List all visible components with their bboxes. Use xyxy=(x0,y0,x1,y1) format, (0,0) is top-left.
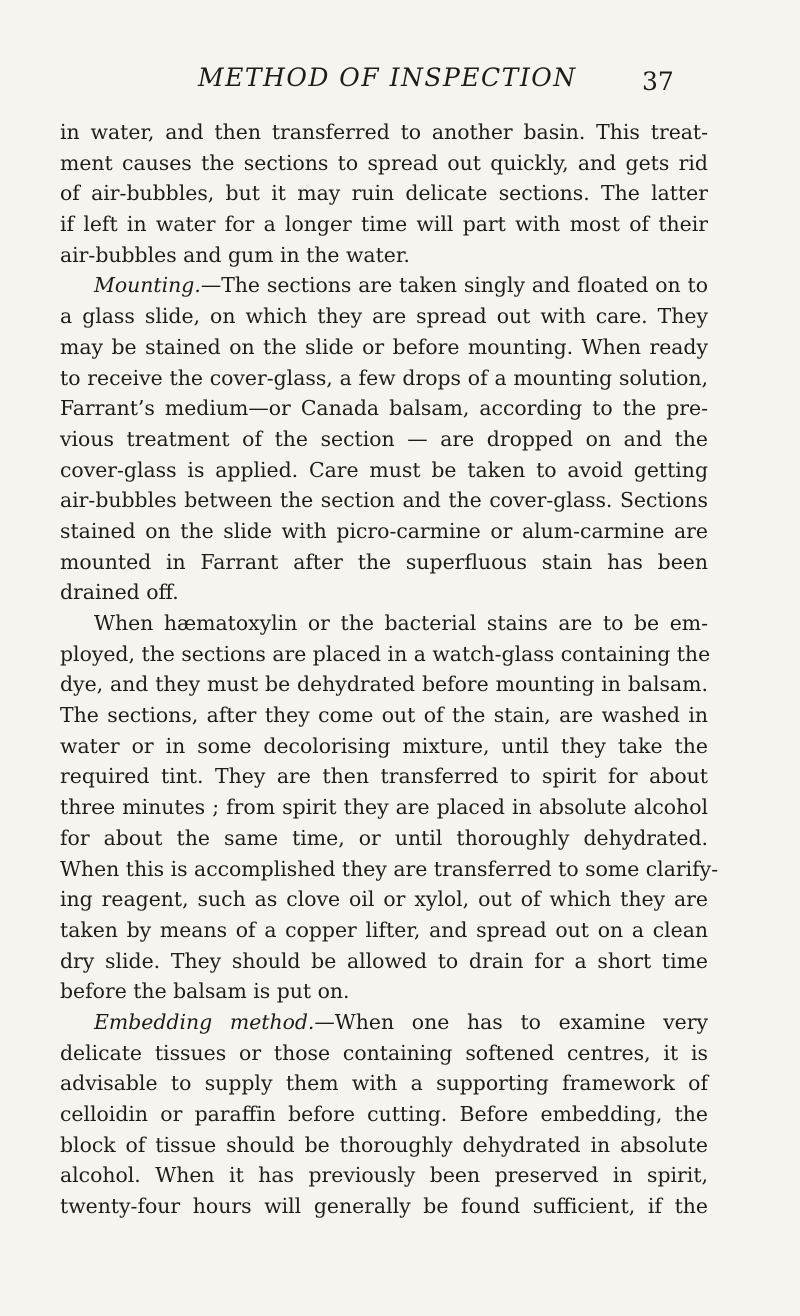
text-line xyxy=(60,1068,708,1099)
text-line-content: air-bubbles and gum in the water. xyxy=(60,242,410,267)
text-line-content: advisable to supply them with a supporting framework of xyxy=(60,1071,708,1096)
text-line xyxy=(60,946,708,977)
text-line-content: When hæmatoxylin or the bacterial stains are to be em- xyxy=(94,611,708,635)
text-line xyxy=(60,976,708,1007)
text-line-content: ployed, the sections are placed in a watch-glass containing the xyxy=(60,641,711,666)
text-line-content: three minutes ; from spirit they are placed in absolute alcohol xyxy=(60,795,708,820)
text-line-content: of air-bubbles, but it may ruin delicate sections. The latter xyxy=(60,181,708,206)
text-line-content: dye, and they must be dehydrated before mounting in balsam. xyxy=(60,672,708,697)
text-line-content: for about the same time, or until thoroughly dehydrated. xyxy=(60,825,708,850)
text-line xyxy=(60,485,708,516)
text-line-content: in water, and then transferred to another basin. This treat- xyxy=(60,120,708,144)
text-line xyxy=(60,516,708,547)
text-line xyxy=(60,547,708,578)
text-line-content: —When one has to examine very xyxy=(314,1009,708,1034)
text-line xyxy=(60,1099,708,1130)
text-line-content: Farrant’s medium—or Canada balsam, according to the pre- xyxy=(60,396,708,421)
text-line xyxy=(60,1191,708,1222)
text-line xyxy=(60,117,708,148)
text-line-content: alcohol. When it has previously been preserved in spirit, xyxy=(60,1163,708,1188)
text-line xyxy=(60,209,708,240)
text-line-content: cover-glass is applied. Care must be taken to avoid getting xyxy=(60,457,708,482)
text-line-content: dry slide. They should be allowed to drain for a short time xyxy=(60,948,708,973)
text-line-content: celloidin or paraffin before cutting. Before embedding, the xyxy=(60,1102,708,1126)
text-line-content: vious treatment of the section — are dropped on and the xyxy=(60,426,708,451)
text-line-content: The sections, after they come out of the stain, are washed in xyxy=(60,703,708,728)
running-title: METHOD OF INSPECTION xyxy=(198,63,577,92)
text-line xyxy=(60,301,708,332)
text-line-content: may be stained on the slide or before mounting. When ready xyxy=(60,334,708,359)
text-line xyxy=(60,577,708,608)
text-line xyxy=(60,1007,708,1038)
text-line xyxy=(60,854,719,885)
body-text xyxy=(60,117,719,1222)
text-line xyxy=(60,455,708,486)
text-line xyxy=(60,393,708,424)
text-line-content: twenty-four hours will generally be found sufficient, if the xyxy=(60,1194,708,1219)
text-line-content: mounted in Farrant after the superfluous stain has been xyxy=(60,549,708,574)
text-line-content: before the balsam is put on. xyxy=(60,979,350,1004)
text-line-content: delicate tissues or those containing softened centres, it is xyxy=(60,1040,708,1065)
text-line xyxy=(60,270,708,301)
text-line xyxy=(60,1038,708,1069)
text-line-content: to receive the cover-glass, a few drops of a mounting solution, xyxy=(60,365,708,390)
text-line-content: ing reagent, such as clove oil or xylol, out of which they are xyxy=(60,887,708,912)
paragraph-lead-heading: Mounting. xyxy=(94,273,201,298)
text-line-content: —The sections are taken singly and floated on to xyxy=(200,273,708,298)
text-line xyxy=(60,178,708,209)
text-line xyxy=(60,608,708,639)
text-line-content: if left in water for a longer time will part with most of their xyxy=(60,212,708,237)
text-line xyxy=(60,639,711,670)
text-line-content: drained off. xyxy=(60,580,179,605)
text-line-content: required tint. They are then transferred to spirit for about xyxy=(60,764,708,789)
page-number: 37 xyxy=(642,67,674,96)
text-line-content: a glass slide, on which they are spread out with care. They xyxy=(60,304,708,329)
text-line xyxy=(60,363,708,394)
text-line-content: air-bubbles between the section and the cover-glass. Sections xyxy=(60,488,708,513)
text-line xyxy=(60,424,708,455)
text-line xyxy=(60,700,708,731)
text-line-content: water or in some decolorising mixture, until they take the xyxy=(60,733,708,758)
text-line xyxy=(60,1130,708,1161)
text-line xyxy=(60,332,708,363)
text-line xyxy=(60,240,708,271)
text-line xyxy=(60,731,708,762)
text-line xyxy=(60,148,708,179)
paragraph-lead-heading: Embedding method. xyxy=(94,1009,315,1034)
text-line-content: ment causes the sections to spread out quickly, and gets rid xyxy=(60,150,708,175)
text-line-content: taken by means of a copper lifter, and spread out on a clean xyxy=(60,917,708,942)
text-line xyxy=(60,823,708,854)
text-line xyxy=(60,792,708,823)
text-line xyxy=(60,884,708,915)
text-line xyxy=(60,1160,708,1191)
text-line xyxy=(60,761,708,792)
text-line-content: When this is accomplished they are transferred to some clarify- xyxy=(60,856,719,881)
text-line xyxy=(60,669,708,700)
text-line xyxy=(60,915,708,946)
text-line-content: stained on the slide with picro-carmine or alum-carmine are xyxy=(60,518,708,543)
running-head xyxy=(0,62,800,102)
text-line-content: block of tissue should be thoroughly dehydrated in absolute xyxy=(60,1132,708,1157)
